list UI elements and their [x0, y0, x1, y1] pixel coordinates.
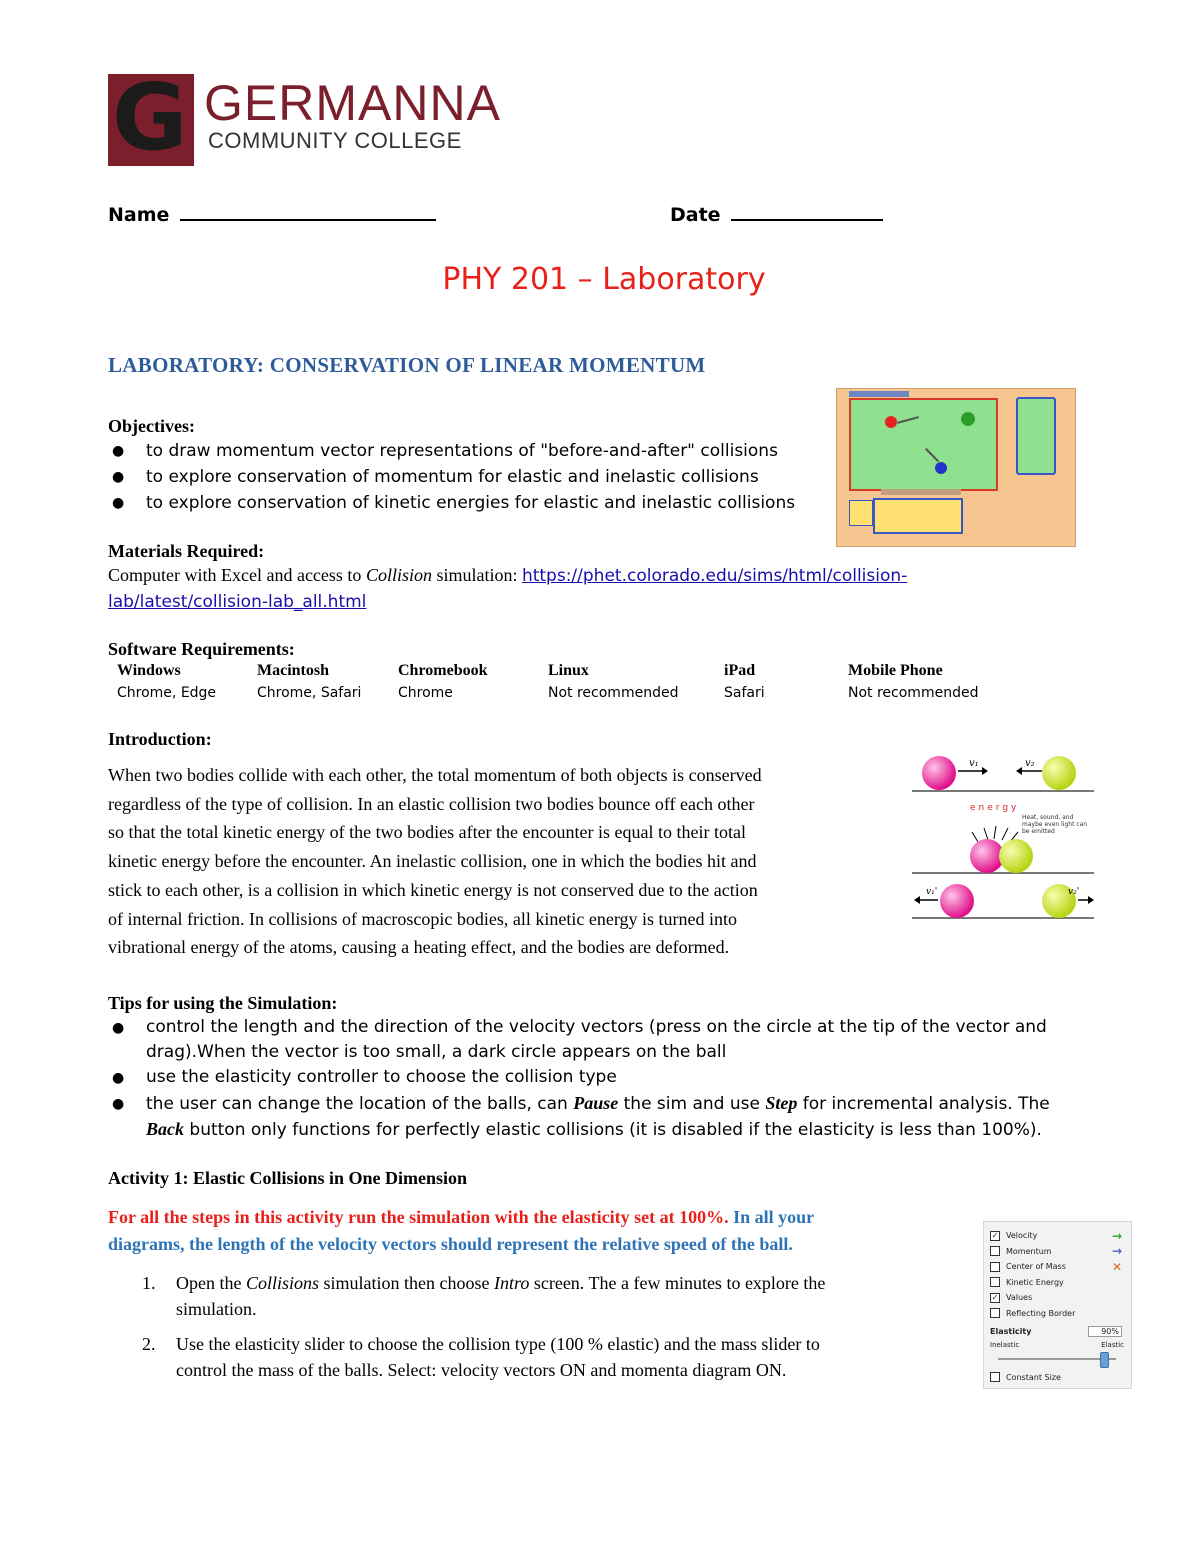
step-term: Step [765, 1093, 798, 1113]
course-title: PHY 201 – Laboratory [442, 262, 766, 297]
objective-text: to draw momentum vector representations of "before-and-after" collisions [146, 441, 778, 461]
step-text-part: screen. The a few minutes to explore the [529, 1273, 826, 1293]
table-row [117, 682, 1008, 704]
tip-text-part: the user can change the location of the balls, can [146, 1094, 574, 1114]
simulation-screenshot [836, 388, 1076, 547]
yellow-ball [1042, 756, 1076, 790]
list-item [108, 490, 828, 516]
intro-term: Intro [494, 1273, 530, 1293]
checkbox[interactable] [990, 1308, 1000, 1318]
tip-text-part: for incremental analysis. The [797, 1094, 1050, 1114]
collision-diagram [912, 752, 1094, 924]
activity1-note [108, 1204, 978, 1258]
list-item [108, 1015, 1068, 1065]
table-cell: Not recommended [548, 685, 679, 701]
yellow-ball [999, 839, 1033, 873]
tip-text [146, 1091, 1068, 1143]
checkbox[interactable] [990, 1277, 1000, 1287]
objectives-list [108, 438, 828, 516]
materials-text-before: Computer with Excel and access to [108, 565, 366, 585]
table-cell: Chrome, Edge [117, 685, 217, 701]
table-header: Macintosh [257, 662, 329, 679]
bullet-icon: ● [112, 469, 125, 485]
simulation-control-panel [983, 1221, 1132, 1389]
inelastic-label: Inelastic [990, 1341, 1020, 1349]
step-number: 1. [142, 1273, 156, 1293]
intro-line: stick to each other, is a collision in which kinetic energy is not conserved due to the action [108, 879, 758, 900]
v2-label: v₂ [1025, 758, 1035, 769]
bullet-icon: ● [112, 1070, 125, 1086]
control-option-label: Kinetic Energy [1006, 1277, 1064, 1287]
elasticity-row [990, 1326, 1124, 1340]
step-number: 2. [142, 1334, 156, 1354]
logo-subtitle: COMMUNITY COLLEGE [208, 128, 462, 153]
activity1-heading: Activity 1: Elastic Collisions in One Dimension [108, 1168, 468, 1188]
pink-ball [922, 756, 956, 790]
software-table [117, 660, 1008, 704]
control-option-row[interactable] [990, 1306, 1126, 1322]
slider-labels [990, 1341, 1124, 1351]
step-text-part: Open the [176, 1273, 246, 1293]
tips-heading: Tips for using the Simulation: [108, 993, 338, 1013]
introduction-heading: Introduction: [108, 729, 212, 749]
sim-play-area [849, 398, 998, 491]
constant-size-label: Constant Size [1006, 1372, 1061, 1382]
intro-line: When two bodies collide with each other, the total momentum of both objects is conserved [108, 765, 762, 785]
list-item [142, 1331, 972, 1383]
date-field[interactable] [670, 201, 883, 227]
tip-text-part: the sim and use [618, 1094, 766, 1114]
tip-text: use the elasticity controller to choose the collision type [146, 1067, 617, 1087]
energy-label: energy [970, 803, 1020, 813]
control-option-row[interactable] [990, 1290, 1126, 1306]
table-header: Chromebook [398, 662, 488, 679]
v1-label: v₁ [969, 758, 979, 769]
tips-list [108, 1015, 1068, 1143]
checkbox[interactable] [990, 1372, 1000, 1382]
logo-letter: G [112, 64, 188, 171]
bullet-icon: ● [112, 1020, 125, 1036]
intro-line: of internal friction. In collisions of macroscopic bodies, all kinetic energy is turned into [108, 908, 738, 929]
objective-text: to explore conservation of momentum for elastic and inelastic collisions [146, 467, 759, 487]
elasticity-value: 90% [1088, 1326, 1122, 1337]
velocity-arrow [897, 416, 919, 424]
intro-line: so that the total kinetic energy of the two bodies after the encounter is equal to their total [108, 822, 746, 843]
name-blank-line [180, 201, 436, 221]
sim-side-panel [1016, 397, 1056, 475]
checked-checkbox[interactable]: ✓ [991, 1230, 999, 1240]
control-option-label: Velocity [1006, 1231, 1038, 1241]
control-option-row[interactable] [990, 1259, 1126, 1275]
sim-control-bar [881, 489, 961, 495]
table-cell: Chrome [398, 685, 453, 701]
objectives-heading: Objectives: [108, 416, 195, 436]
list-item [108, 438, 828, 464]
simulation-link[interactable]: https://phet.colorado.edu/sims/html/collision- [521, 566, 908, 586]
table-header: Windows [117, 662, 181, 679]
table-cell: Not recommended [848, 685, 979, 701]
elasticity-slider[interactable] [998, 1358, 1116, 1360]
table-header: iPad [724, 662, 756, 679]
table-cell: Safari [724, 685, 765, 701]
college-logo [108, 64, 501, 171]
materials-heading: Materials Required: [108, 541, 265, 561]
software-heading: Software Requirements: [108, 639, 295, 659]
step-text [176, 1331, 972, 1383]
sim-tab-bar [849, 391, 909, 397]
center-of-mass-icon: ✕ [1111, 1259, 1122, 1274]
materials-italic: Collision [365, 565, 432, 585]
materials-text-after: simulation: [431, 565, 522, 585]
list-item [108, 1091, 1068, 1143]
table-header: Mobile Phone [848, 662, 943, 679]
step-text [176, 1270, 972, 1322]
control-option-row[interactable] [990, 1244, 1126, 1260]
elastic-label: Elastic [1101, 1341, 1124, 1349]
activity1-steps [142, 1270, 972, 1383]
control-option-label: Center of Mass [1006, 1262, 1066, 1272]
pink-ball [940, 884, 974, 918]
sim-left-buttons [849, 500, 873, 526]
v2-prime-label: v₂' [1068, 887, 1080, 897]
bullet-icon: ● [112, 1096, 125, 1112]
checkbox[interactable] [990, 1246, 1000, 1256]
step-text-part: simulation. [176, 1299, 257, 1319]
bullet-icon: ● [112, 495, 125, 511]
sim-data-panel [873, 498, 963, 534]
list-item [108, 464, 828, 490]
blue-note: In all your [733, 1207, 815, 1227]
velocity-arrow [925, 448, 939, 462]
step-text-part: control the mass of the balls. Select: velocity vectors ON and momenta diagram ON. [176, 1360, 787, 1380]
back-term: Back [146, 1119, 184, 1139]
control-option-label: Values [1006, 1293, 1033, 1303]
list-item [108, 1065, 1068, 1091]
v1-prime-label: v₁' [926, 887, 938, 897]
checked-checkbox[interactable]: ✓ [991, 1292, 999, 1302]
blue-ball [935, 462, 947, 474]
tip-text [146, 1015, 1068, 1065]
objective-text: to explore conservation of kinetic energies for elastic and inelastic collisions [146, 493, 796, 513]
constant-size-option[interactable] [990, 1371, 1061, 1383]
elasticity-label: Elasticity [990, 1327, 1032, 1336]
step-text-part: simulation then choose [319, 1273, 494, 1293]
simulation-link-continued[interactable]: lab/latest/collision-lab_all.html [108, 592, 367, 612]
list-item [142, 1270, 972, 1322]
control-option-row[interactable] [990, 1275, 1126, 1291]
date-blank-line [731, 201, 883, 221]
control-option-row[interactable] [990, 1228, 1126, 1244]
control-option-label: Reflecting Border [1006, 1308, 1076, 1318]
red-note: For all the steps in this activity run the simulation with the elasticity set at 100%. [108, 1207, 729, 1227]
table-cell: Chrome, Safari [257, 685, 362, 701]
arrow-icon: → [1111, 1228, 1122, 1243]
table-header: Linux [548, 662, 589, 679]
tip-line: drag).When the vector is too small, a dark circle appears on the ball [146, 1042, 727, 1062]
materials-text [108, 563, 1008, 615]
logo-mark [108, 64, 194, 171]
green-ball [961, 412, 975, 426]
lab-title: LABORATORY: CONSERVATION OF LINEAR MOMENTUM [108, 353, 706, 377]
checkbox[interactable] [990, 1262, 1000, 1272]
control-option-label: Momentum [1006, 1246, 1052, 1256]
name-field[interactable] [108, 201, 436, 227]
tip-text-part: button only functions for perfectly elastic collisions (it is disabled if the elasticity is less than 100%). [184, 1120, 1042, 1140]
logo-name: GERMANNA [204, 75, 501, 131]
pause-term: Pause [573, 1093, 619, 1113]
collisions-term: Collisions [245, 1273, 320, 1293]
table-header-row [117, 660, 1008, 682]
blue-note-continued: diagrams, the length of the velocity vectors should represent the relative speed of the ball. [108, 1234, 793, 1254]
date-label: Date [670, 204, 721, 226]
intro-line: regardless of the type of collision. In an elastic collision two bodies bounce off each other [108, 793, 755, 814]
intro-line: vibrational energy of the atoms, causing a heating effect, and the bodies are deformed. [108, 937, 730, 958]
tip-line: control the length and the direction of the velocity vectors (press on the circle at the tip of the vector and [146, 1017, 1047, 1037]
arrow-icon: → [1111, 1244, 1122, 1259]
name-label: Name [108, 204, 170, 226]
heat-note: Heat, sound, and maybe even light can be emitted [1022, 814, 1088, 835]
introduction-paragraph [108, 761, 898, 962]
bullet-icon: ● [112, 443, 125, 459]
pink-ball [970, 839, 1004, 873]
collision-figure [912, 752, 1094, 924]
slider-thumb[interactable] [1100, 1352, 1109, 1368]
intro-line: kinetic energy before the encounter. An inelastic collision, one in which the bodies hit and [108, 851, 757, 872]
control-options [990, 1228, 1126, 1321]
red-ball [885, 416, 897, 428]
step-text-part: Use the elasticity slider to choose the collision type (100 % elastic) and the mass slider to [176, 1334, 820, 1354]
